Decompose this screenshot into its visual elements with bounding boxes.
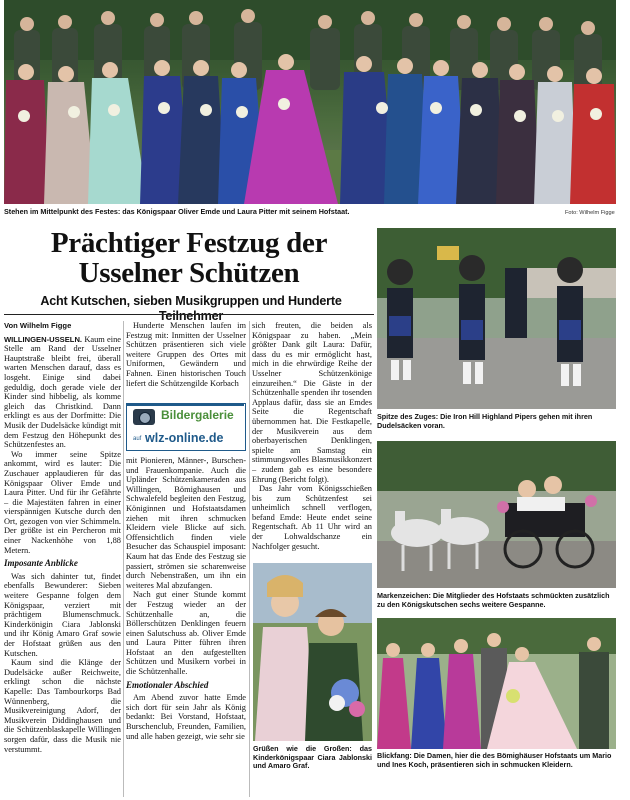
pipers-caption: Spitze des Zuges: Die Iron Hill Highland Pipers gehen mit ihren Dudelsäcken voran. bbox=[377, 412, 593, 430]
subheading-emotional: Emotionaler Abschied bbox=[126, 679, 209, 690]
paragraph: Hunderte Menschen laufen im Festzug mit: Inmitten der Usselner Schützen präsentieren sich viele weitere Gruppen des Ortes mit Uniformen, Gewändern und Fahnen. Einen historischen Touch liefert die Schützengilde Korbach bbox=[126, 321, 246, 388]
paragraph: Wo immer seine Spitze ankommt, wird es lauter: Die Zuschauer applaudieren für das Königspaar Oliver Emde und Laura Pitter. Und für ihr Gefährte – die Majestäten fahren in einer vierspännigen Kutsche durch den Ort, gezogen von vier Schimmeln. Der größte ist ein Percheron mit einer Nackenhöhe von 1,88 Metern. bbox=[4, 449, 121, 555]
ladies-photo bbox=[377, 618, 616, 749]
paragraph bbox=[4, 335, 121, 450]
gallery-title: Bildergalerie bbox=[161, 408, 234, 422]
paragraph: Das Jahr vom Königsschießen bis zum Schützenfest sei unheimlich schnell verflogen, befand Emde: Heute endet seine Regentschaft. Ab 11 Uhr wird an der Lohwaldschanze ein Nachfolger gesucht. bbox=[252, 484, 372, 551]
headline-line-1: Prächtiger Festzug der bbox=[50, 227, 328, 259]
group-photo bbox=[4, 0, 616, 204]
byline: Von Wilhelm Figge bbox=[4, 321, 72, 330]
camera-icon bbox=[133, 409, 155, 425]
pipers-photo-illustration bbox=[377, 228, 616, 409]
article-column-2-top bbox=[126, 321, 246, 399]
paragraph: Am Abend zuvor hatte Emde sich dort für sein Jahr als König bedankt: Bei Vorstand, Hofstaat, Burschenclub, Freunden, Familien, und alle haben gezeigt, wie sehr sie bbox=[126, 693, 246, 741]
article-column-3 bbox=[252, 321, 372, 557]
children-photo-illustration bbox=[253, 563, 372, 741]
gallery-url-link[interactable]: wlz-online.de bbox=[145, 431, 224, 445]
paragraph: Nach gut einer Stunde kommt der Festzug wieder an der Schützenhalle an, die Böllerschützen Denklingen feuern einen Salutschuss ab. Oliver Emde und Laura Pitter führen ihren Hofstaat an den aufgestellten Schützen und Musikern vorbei in die Schützenhalle. bbox=[126, 590, 246, 677]
column-divider bbox=[249, 321, 250, 797]
headline-line-2: Usselner Schützen bbox=[78, 257, 300, 289]
paragraph-text: Kaum eine Stelle am Rand der Usselner Hauptstraße bleibt frei, überall warten Menschen darauf, dass es losgeht. Einige sind dabei geduldig, doch gerade viele der Kinder sind hibbelig, als komme gleich das Christkind. Dann erklingt es aus der Dorfmitte: Die Musik der Dudelsäcke kündigt mit dem Festzug den Höhepunkt des Schützenfestes an. bbox=[4, 334, 121, 450]
paragraph: sich freuten, die beiden als Königspaar zu haben. „Mein größter Dank gilt Laura: Dafür, dass du es mir ermöglicht hast, mich in die ehrwürdige Reihe der Usselner Schützenkönige einzureihen.“ Die Gäste in der Schützenhalle spenden ihr tosenden Applaus dafür, dass sie an Emdes Seite die Regentschaft übernommen hat. Die Festkapelle, der Musikverein aus dem oberbayerischen Denklingen, spielte am Samstag ein stimmungsvolles Blasmusikkonzert – zudem gab es eine besondere Ehrung (Bericht folgt). bbox=[252, 321, 372, 484]
paragraph: Was sich dahinter tut, findet ebenfalls Bewunderer: Sieben weitere Gespanne folgen dem Königspaar, verziert mit prächtigem Blumenschmuck. Kinderkönigin Ciara Jablonski und ihr König Amaro Graf sowie der Hofstaat grüßen aus den Kutschen. bbox=[4, 571, 121, 658]
ladies-caption: Blickfang: Die Damen, hier die des Bömighäuser Hofstaats um Mario und Ines Koch, präsentieren sich in schmucken Kleidern. bbox=[377, 751, 612, 769]
column-divider bbox=[123, 321, 124, 797]
top-photo-credit: Foto: Wilhelm Figge bbox=[565, 210, 615, 216]
article-column-2-bottom bbox=[126, 456, 246, 797]
pipers-photo bbox=[377, 228, 616, 409]
carriage-caption: Markenzeichen: Die Mitglieder des Hofstaats schmückten zusätzlich zu den Königskutschen sechs weitere Gespanne. bbox=[377, 591, 610, 609]
paragraph: mit Pionieren, Männer-, Burschen- und Frauenkompanie. Auch die Upländer Schützenkameraden aus Willingen, Bömighausen und Schwalefeld begleiten den Festzug, Königinnen und Hofstaatsdamen ziehen mit ihren schmucken Kleidern viele Blicke auf sich. Offensichtlich finden viele Besucher das Schauspiel imposant: Kaum hat das Ende des Festzug sie passiert, strömen sie scharenweise durch Nebenstraßen, um ihn ein weiteres Mal abzufangen. bbox=[126, 456, 246, 590]
subheading-impressive: Imposante Anblicke bbox=[4, 558, 78, 569]
headline-rule bbox=[4, 314, 374, 315]
group-photo-illustration bbox=[4, 0, 616, 204]
children-caption: Grüßen wie die Großen: das Kinderkönigspaar Ciara Jablonski und Amaro Graf. bbox=[253, 744, 372, 771]
ladies-photo-illustration bbox=[377, 618, 616, 749]
article-column-1 bbox=[4, 321, 121, 799]
carriage-photo-illustration bbox=[377, 441, 616, 588]
children-royal-photo bbox=[253, 563, 372, 741]
subheadline: Acht Kutschen, sieben Musikgruppen und Hunderte Teilnehmer bbox=[40, 294, 342, 323]
dateline: WILLINGEN-USSELN. bbox=[4, 334, 83, 344]
paragraph: Kaum sind die Klänge der Dudelsäcke außer Reichweite, erklingt schon die nächste Kapelle: Das Tambourkorps Bad Wünnenberg, die Musikvereinigung Adorf, der Musikverein Diddinghausen und die Schützenblaskapelle Willingen sorgen dafür, dass die Musik nie verstummt. bbox=[4, 658, 121, 754]
carriage-photo bbox=[377, 441, 616, 588]
headline bbox=[8, 228, 370, 288]
top-photo-caption: Stehen im Mittelpunkt des Festes: das Königspaar Oliver Emde und Laura Pitter mit seinem Hofstaat. bbox=[4, 207, 350, 216]
gallery-on-label: auf bbox=[133, 436, 142, 442]
gallery-accent-bar bbox=[127, 404, 244, 406]
gallery-promo[interactable] bbox=[126, 403, 246, 451]
